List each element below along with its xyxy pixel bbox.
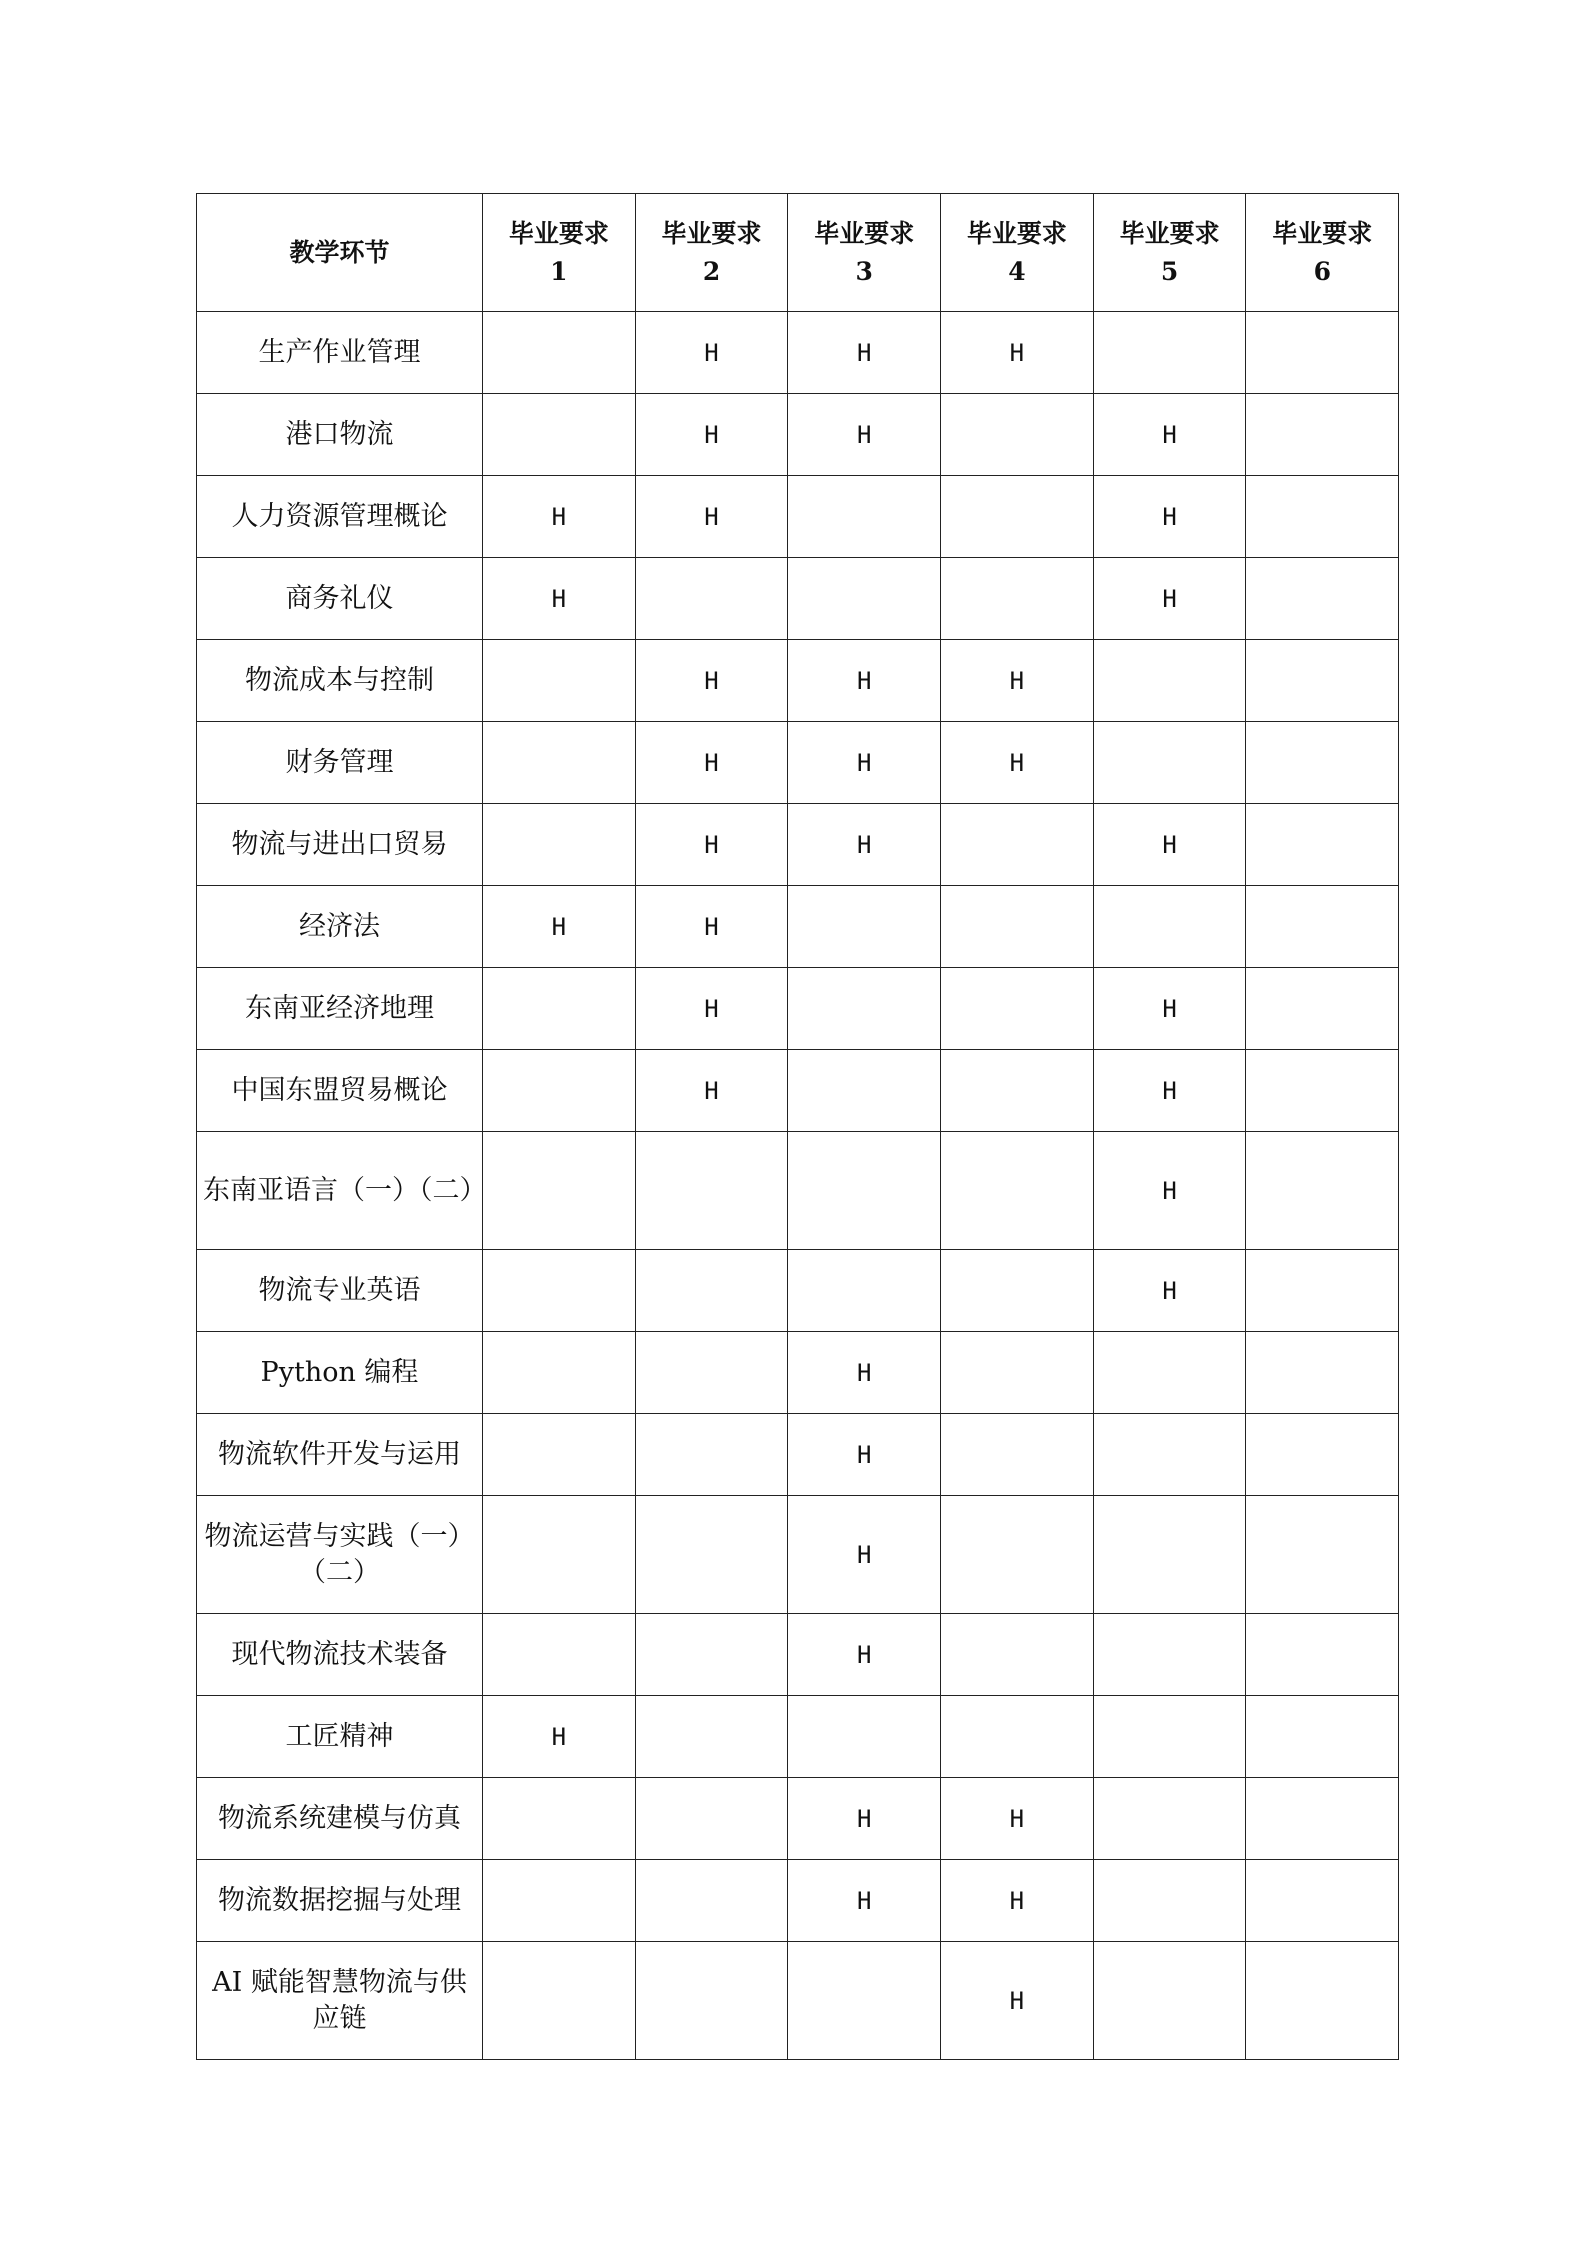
requirement-header [941,194,1094,312]
requirement-mark [635,1496,788,1614]
requirement-mark: H [941,722,1094,804]
table-row [197,1250,1399,1332]
requirement-mark: H [635,804,788,886]
table-row [197,1496,1399,1614]
requirement-mark: H [788,1614,941,1696]
requirement-header [1093,194,1246,312]
requirement-mark [1246,394,1399,476]
requirement-mark [788,558,941,640]
requirement-mark [788,1132,941,1250]
course-name: 财务管理 [197,722,483,804]
header-row [197,194,1399,312]
requirement-number: 2 [702,256,721,286]
requirement-mark [635,1860,788,1942]
requirement-mark [788,1050,941,1132]
matrix-body [197,312,1399,2060]
requirement-name: 毕业要求 [1119,218,1220,248]
requirement-mark [941,886,1094,968]
requirement-header [788,194,941,312]
requirement-mark [483,312,636,394]
requirement-mark [941,1696,1094,1778]
requirement-mark [1093,1942,1246,2060]
requirement-mark [1093,1496,1246,1614]
requirement-mark: H [635,722,788,804]
table-row [197,1332,1399,1414]
requirement-name: 毕业要求 [814,218,915,248]
requirement-mark [483,1414,636,1496]
table-row [197,558,1399,640]
requirement-number: 4 [1008,256,1026,286]
requirement-mark: H [1093,968,1246,1050]
requirement-number: 3 [855,256,873,286]
requirement-mark [1246,1332,1399,1414]
requirement-number: 5 [1160,256,1179,286]
table-row [197,1132,1399,1250]
requirement-mark: H [635,640,788,722]
course-name: 物流与进出口贸易 [197,804,483,886]
table-row [197,968,1399,1050]
requirement-name: 毕业要求 [508,218,609,248]
table-row [197,1050,1399,1132]
course-name: 物流专业英语 [197,1250,483,1332]
requirement-mark [635,1250,788,1332]
requirement-number: 6 [1313,256,1331,286]
requirement-mark: H [1093,804,1246,886]
course-requirement-matrix [196,193,1399,2060]
requirement-mark [1093,1414,1246,1496]
requirement-mark [1246,804,1399,886]
requirement-mark: H [1093,1250,1246,1332]
requirement-mark [941,394,1094,476]
requirement-mark: H [941,1860,1094,1942]
requirement-mark: H [1093,394,1246,476]
requirement-mark [635,1778,788,1860]
course-name: 物流运营与实践（一）（二） [197,1496,483,1614]
requirement-mark [788,1696,941,1778]
requirement-mark: H [1093,476,1246,558]
requirement-mark: H [635,476,788,558]
course-name: 经济法 [197,886,483,968]
table-row [197,1942,1399,2060]
requirement-mark: H [635,394,788,476]
requirement-mark [1246,558,1399,640]
requirement-mark [635,1614,788,1696]
requirement-mark [1093,1860,1246,1942]
requirement-mark [1246,968,1399,1050]
requirement-mark [941,1050,1094,1132]
requirement-header [635,194,788,312]
requirement-mark: H [483,1696,636,1778]
requirement-mark: H [788,722,941,804]
requirement-mark: H [941,640,1094,722]
requirement-mark [483,1050,636,1132]
requirement-mark: H [788,1860,941,1942]
requirement-mark [941,1614,1094,1696]
table-row [197,394,1399,476]
course-name: 商务礼仪 [197,558,483,640]
requirement-mark [483,640,636,722]
requirement-mark [483,804,636,886]
matrix-header [197,194,1399,312]
table-row [197,722,1399,804]
requirement-mark [635,1942,788,2060]
requirement-mark: H [788,1332,941,1414]
requirement-mark [483,1250,636,1332]
course-name: 物流系统建模与仿真 [197,1778,483,1860]
course-name: 东南亚经济地理 [197,968,483,1050]
table-row [197,886,1399,968]
course-name: 物流成本与控制 [197,640,483,722]
table-row [197,804,1399,886]
requirement-mark [1093,640,1246,722]
requirement-mark [635,1132,788,1250]
requirement-mark [483,1614,636,1696]
requirement-mark [1093,1696,1246,1778]
requirement-mark [1246,1414,1399,1496]
requirement-mark [635,1696,788,1778]
corner-header: 教学环节 [197,194,483,312]
requirement-mark [1246,1778,1399,1860]
requirement-mark: H [788,804,941,886]
requirement-mark [941,968,1094,1050]
requirement-mark [635,558,788,640]
requirement-mark: H [635,886,788,968]
requirement-mark [635,1414,788,1496]
requirement-mark [483,1132,636,1250]
requirement-number: 1 [550,256,568,286]
course-name: Python 编程 [197,1332,483,1414]
requirement-mark [788,1250,941,1332]
course-name: AI 赋能智慧物流与供应链 [197,1942,483,2060]
course-name: 生产作业管理 [197,312,483,394]
requirement-mark [788,968,941,1050]
requirement-mark: H [1093,1050,1246,1132]
requirement-mark: H [941,312,1094,394]
requirement-mark: H [788,312,941,394]
table-row [197,1860,1399,1942]
requirement-mark [483,1942,636,2060]
requirement-mark [941,1496,1094,1614]
requirement-mark: H [788,1414,941,1496]
requirement-mark [941,476,1094,558]
requirement-mark: H [788,640,941,722]
requirement-mark [1246,1696,1399,1778]
table-row [197,1778,1399,1860]
requirement-mark [483,394,636,476]
requirement-mark [1093,1332,1246,1414]
requirement-mark [1246,1860,1399,1942]
requirement-mark [1246,312,1399,394]
table-row [197,1696,1399,1778]
requirement-mark [1246,886,1399,968]
requirement-name: 毕业要求 [1272,218,1373,248]
requirement-mark [483,1860,636,1942]
course-name: 东南亚语言（一）（二） [197,1132,483,1250]
course-name: 物流数据挖掘与处理 [197,1860,483,1942]
requirement-mark [941,558,1094,640]
requirement-mark [483,722,636,804]
course-name: 工匠精神 [197,1696,483,1778]
requirement-mark [1093,1778,1246,1860]
requirement-header [483,194,636,312]
requirement-mark [941,1132,1094,1250]
requirement-header [1246,194,1399,312]
requirement-mark: H [941,1778,1094,1860]
requirement-mark [941,1414,1094,1496]
requirement-mark: H [788,394,941,476]
requirement-mark [1246,1050,1399,1132]
requirement-mark [635,1332,788,1414]
requirement-mark [483,1496,636,1614]
course-name: 中国东盟贸易概论 [197,1050,483,1132]
requirement-mark [483,1332,636,1414]
course-name: 港口物流 [197,394,483,476]
requirement-mark [1246,722,1399,804]
requirement-mark [1246,1250,1399,1332]
course-name: 人力资源管理概论 [197,476,483,558]
requirement-mark [1093,312,1246,394]
requirement-mark [1246,1496,1399,1614]
requirement-mark: H [483,886,636,968]
requirement-mark: H [635,312,788,394]
requirement-mark [1093,722,1246,804]
requirement-mark [483,968,636,1050]
requirement-mark [1246,1132,1399,1250]
requirement-name: 毕业要求 [966,218,1067,248]
requirement-mark: H [941,1942,1094,2060]
requirement-mark [941,804,1094,886]
requirement-mark [941,1250,1094,1332]
requirement-mark [788,886,941,968]
course-name: 现代物流技术装备 [197,1614,483,1696]
course-name: 物流软件开发与运用 [197,1414,483,1496]
requirement-mark: H [635,1050,788,1132]
requirement-mark: H [788,1778,941,1860]
table-row [197,312,1399,394]
table-row [197,1614,1399,1696]
requirement-mark: H [1093,558,1246,640]
requirement-mark [941,1332,1094,1414]
requirement-mark: H [1093,1132,1246,1250]
requirement-name: 毕业要求 [661,218,762,248]
table-row [197,640,1399,722]
requirement-mark: H [483,476,636,558]
requirement-mark [1246,1614,1399,1696]
requirement-mark [483,1778,636,1860]
requirement-mark [788,1942,941,2060]
requirement-mark [1246,640,1399,722]
requirement-mark [1246,476,1399,558]
requirement-mark [1246,1942,1399,2060]
requirement-mark [1093,886,1246,968]
table-row [197,476,1399,558]
table-row [197,1414,1399,1496]
requirement-mark: H [635,968,788,1050]
requirement-mark [1093,1614,1246,1696]
requirement-mark: H [788,1496,941,1614]
requirement-mark: H [483,558,636,640]
requirement-mark [788,476,941,558]
